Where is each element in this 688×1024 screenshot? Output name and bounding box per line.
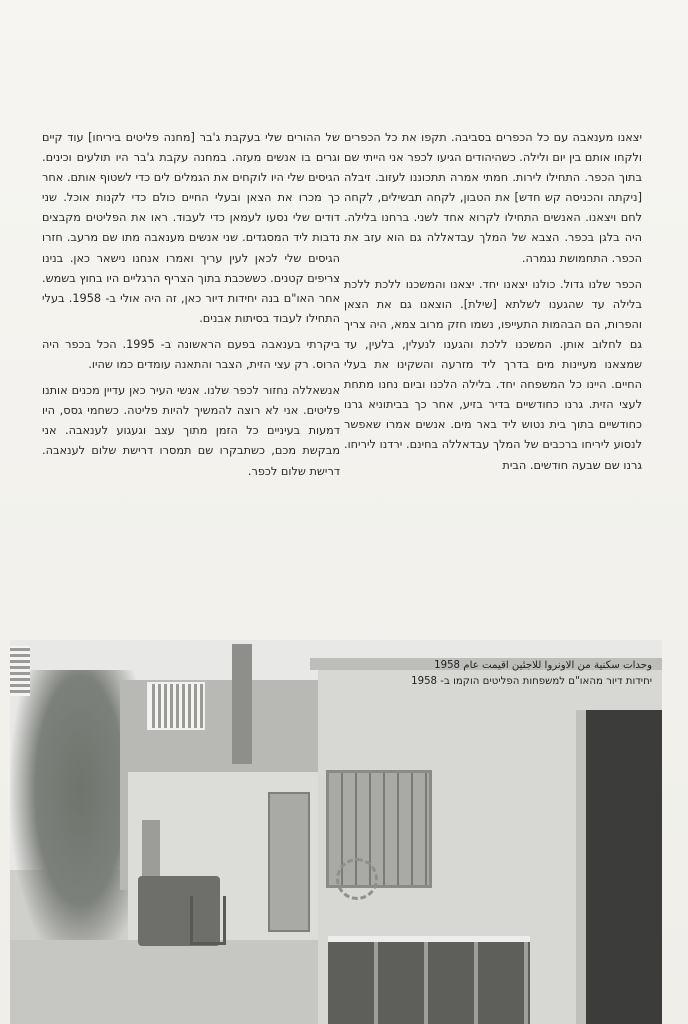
ground: [10, 940, 330, 1024]
wall-vent: [336, 858, 378, 900]
paragraph: יצאנו מענאבה עם כל הכפרים בסביבה. תקפו את כל הכפרים ולקחו אותם בין יום ולילה. כשהיהודים הגיעו לכפר אני הייתי שם בתוך הכפר. התחילו לירות. חמתי אמרה תתכוננו לעזוב. זיבלה [ניקתה והכניסה קש חדש] את הטבון, לקחה תבשילים, לקחה לחם ויצאנו. האנשים התחילו לקרוא אחד לשני. ברחנו בלילה. היה בלגן בכפר. הצבא של המלך עבדאללה גם הוא עזב את הכפר. התחמושת נגמרה.: [344, 131, 642, 265]
photo-caption: [340, 658, 652, 690]
text-column-left: [42, 128, 340, 488]
paragraph: אנשאללה נחזור לכפר שלנו. אנשי העיר כאן עדיין מכנים אותנו פליטים. אני לא רוצה להמשיך להיות פליטה. כשחמי גסס, היו דמעות בעיניים כל הזמן מתוך עצב וגעגוע לענאבה. אני מבקשת מכם, כשתבקרו שם תמסרו דרישת שלום לענאבה. דרישת שלום לכפר.: [42, 384, 340, 478]
caption-hebrew: יחידות דיור מהאו"ם למשפחות הפליטים הוקמו ב- 1958: [411, 676, 652, 687]
door: [268, 792, 310, 932]
caption-arabic: وحدات سكنية من الاونروا للاجئين اقيمت عام 1958: [434, 660, 652, 671]
window-grille: [10, 646, 30, 696]
paragraph: ביקרתי בענאבה בפעם הראשונה ב- 1995. הכל בכפר היה הרוס. רק עצי הזית, הצבר והתאנה עומדים כמו שהיו.: [42, 337, 340, 372]
text-column-right: [344, 128, 642, 482]
bench: [328, 936, 530, 1024]
chimney: [232, 644, 252, 764]
window-grille: [147, 682, 205, 730]
paragraph: הכפר שלנו גדול. כולנו יצאנו יחד. יצאנו והמשכנו ללכת ללכת בלילה עד שהגענו לשלתא [שילת]. הוצאנו גם את הצאן והפרות, הם הבהמות התעייפו, נשמו חזק מרוב צמא, היה צריך גם לחלוב אותן. המשכנו ללכת והגענו לנעלין, בלעין, עד שמצאנו מעיינות מים בדרך ליד מזרעה והשקינו את בעלי החיים. היינו כל המשפחה יחד. בלילה הלכנו וביום נחנו מתחת לעצי הזית. גרנו כחודשיים בדיר בזיע, אחר כך בביתוניא גרנו כחודשיים בתוך בית נטוש ליד באר מים. אנשים אמרו שאפשר לנסוע ליריחו ברכבים של המלך עבדאללה בחינם. ירדנו ליריחו. גרנו שם שבעה חודשים. הבית: [344, 277, 642, 472]
chair: [190, 896, 226, 945]
photo-housing-units: [10, 640, 662, 1024]
paragraph: של ההורים שלי בעקבת ג'בר [מחנה פליטים ביריחו] עוד קיים וגרים בו אנשים מעזה. במחנה עקבת ג'בר היו תולעים וכינים. הגיסים שלי היו לוקחים את הגמלים לים כדי לשטוף אותם. אחר כך מכרו את הצאן ובעלי החיים כולם כדי לקנות אוכל. שני דודים שלי נסעו לעמאן כדי לעבוד. ראו את הפליטים מקבצים נדבות ליד המסגדים. שני אנשים מענאבה מתו שם מרעב. חזרו הגיסים שלי לכאן לעין עריך ואמרו אנחנו נישאר כאן. בנינו צריפים קטנים. כששכבת בתוך הצריף הרגליים היו בחוץ בשמש. אחר האו"ם בנה יחידות דיור כאן, זה היה אולי ב- 1958. בעלי התחילו לעבוד בסיתות אבנים.: [42, 131, 341, 325]
doorway: [576, 710, 662, 1024]
